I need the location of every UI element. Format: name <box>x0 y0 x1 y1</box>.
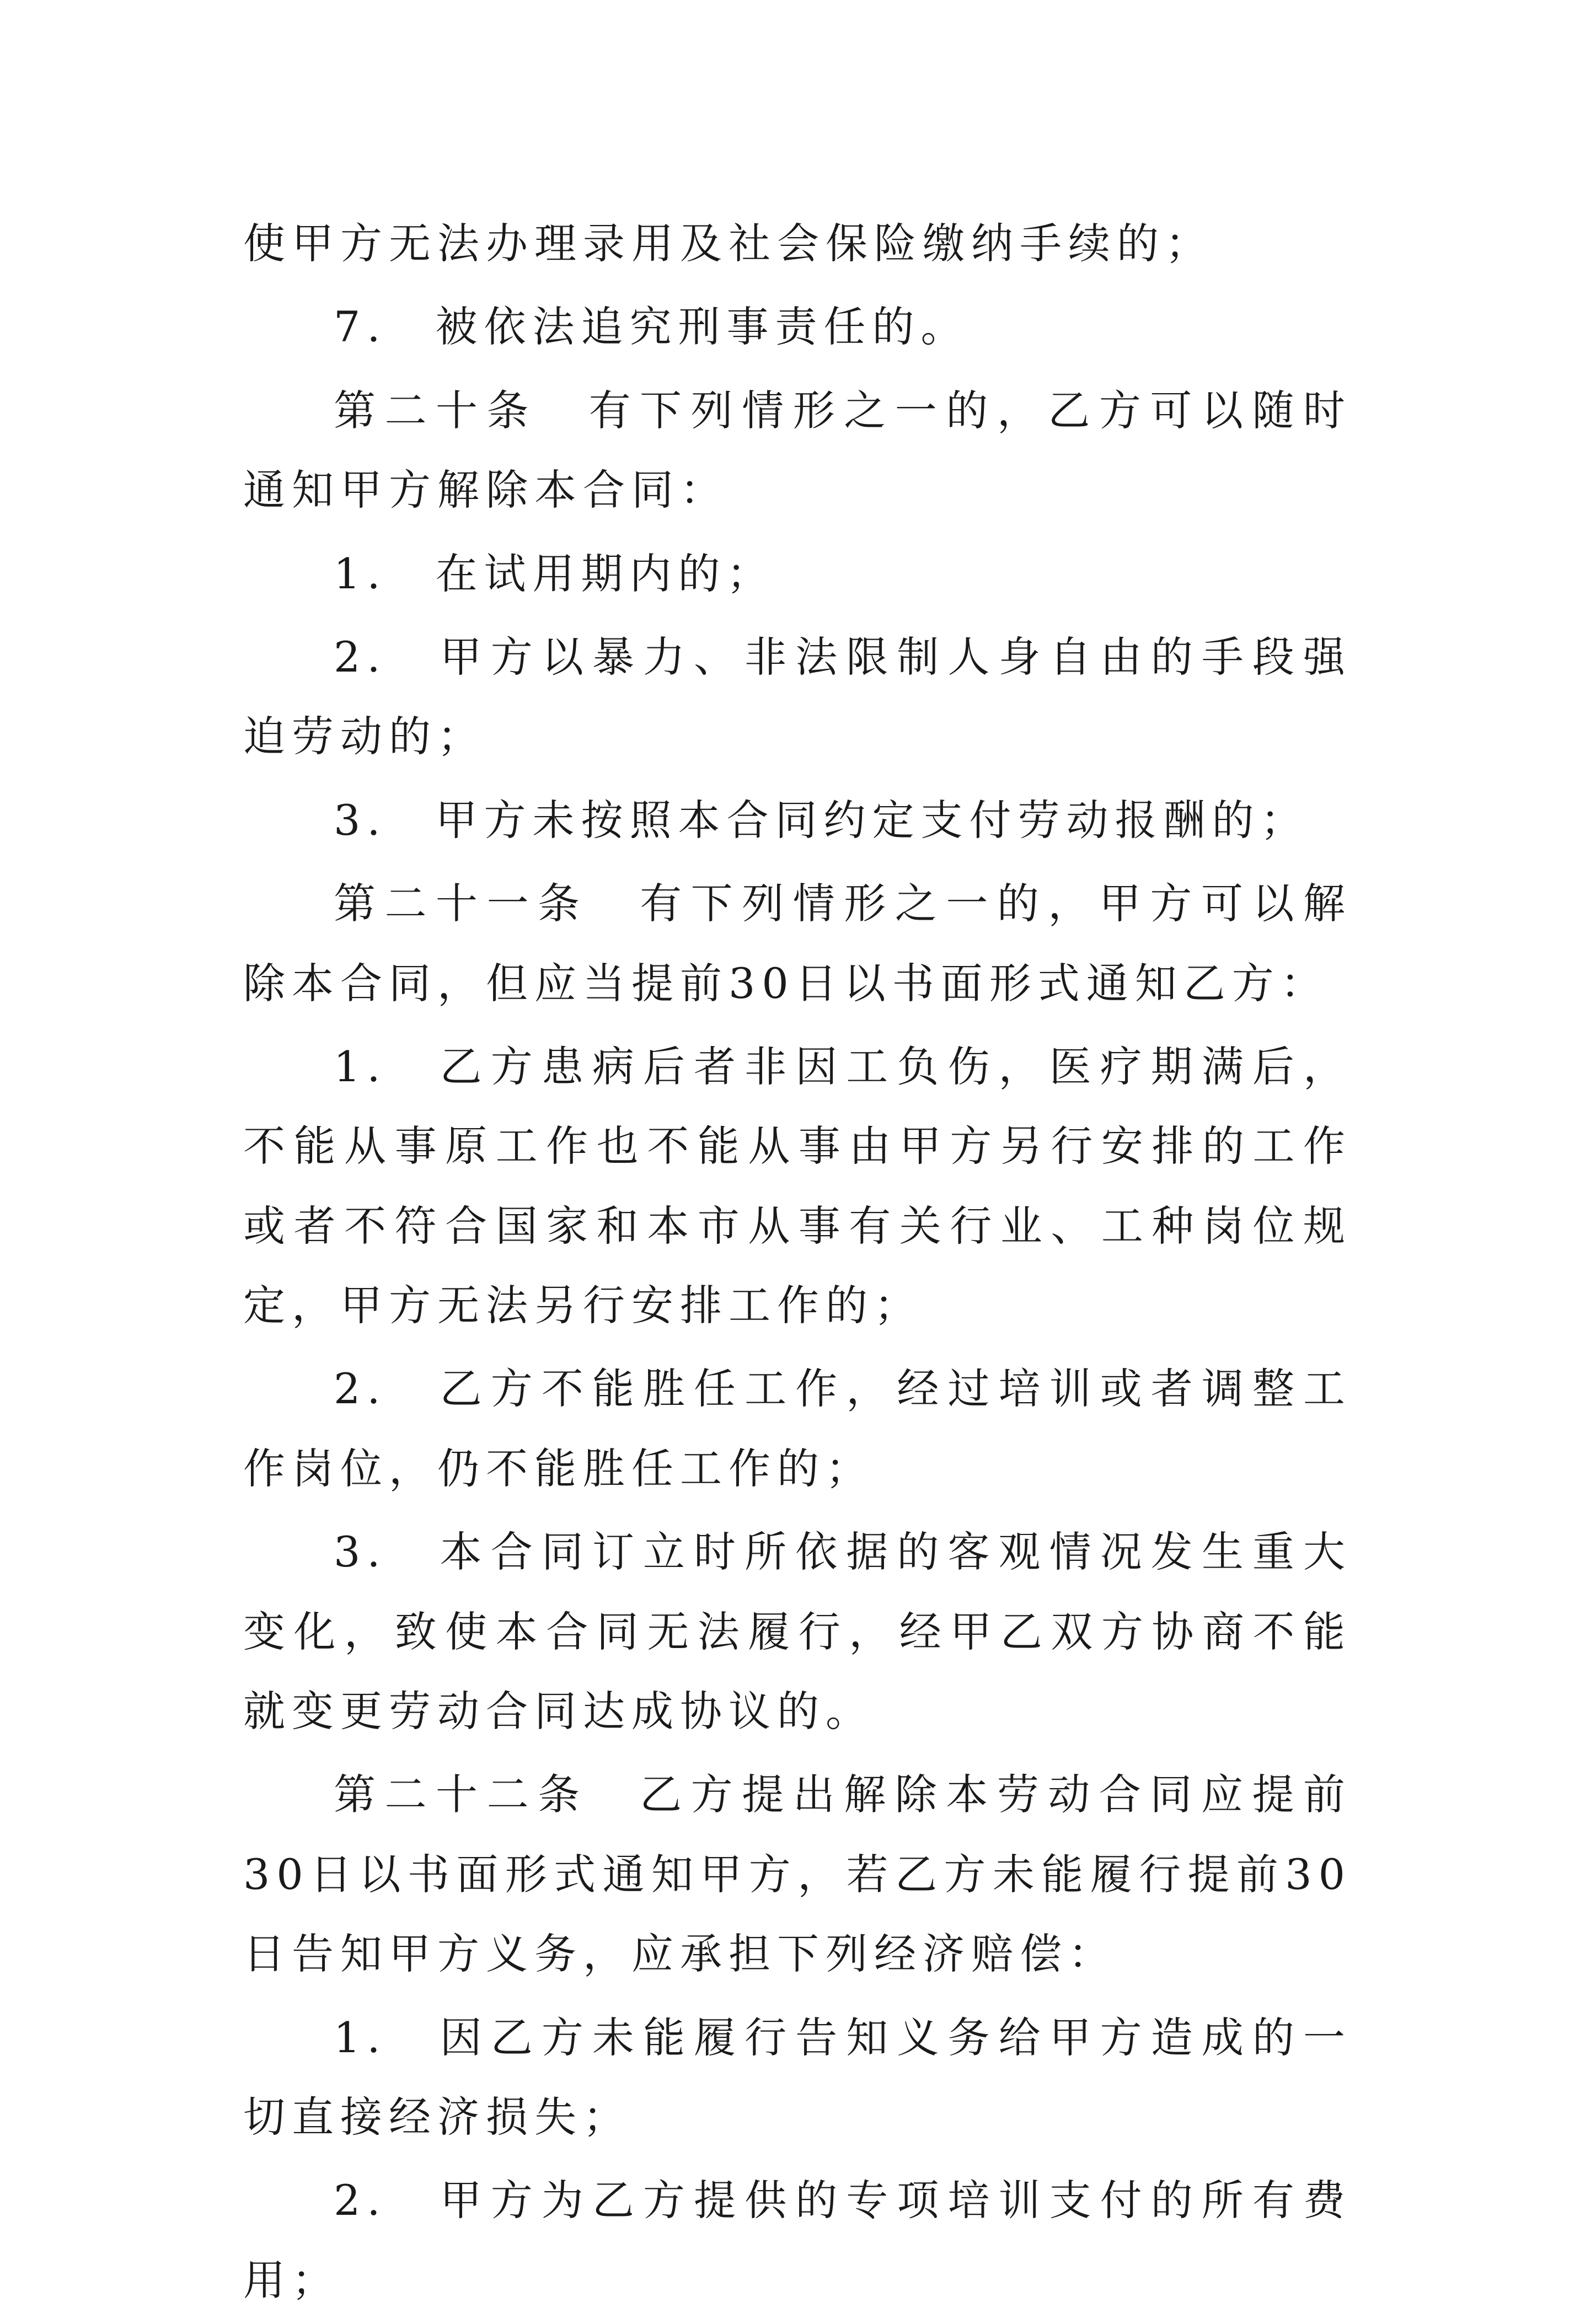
article-21-item-3: 3. 本合同订立时所依据的客观情况发生重大变化，致使本合同无法履行，经甲乙双方协商不能就变更劳动合同达成协议的。 <box>243 1527 1352 1736</box>
article-20-item-3: 3. 甲方未按照本合同约定支付劳动报酬的； <box>334 795 1309 845</box>
article-20-item-2: 2. 甲方以暴力、非法限制人身自由的手段强迫劳动的； <box>243 632 1352 761</box>
article-22-item-1: 1. 因乙方未能履行告知义务给甲方造成的一切直接经济损失； <box>243 2012 1352 2141</box>
article-21-item-1: 1. 乙方患病后者非因工负伤，医疗期满后，不能从事原工作也不能从事由甲方另行安排的工作或者不符合国家和本市从事有关行业、工种岗位规定，甲方无法另行安排工作的； <box>243 1042 1352 1330</box>
article-21: 第二十一条 有下列情形之一的，甲方可以解除本合同，但应当提前30日以书面形式通知乙方： <box>243 879 1352 1008</box>
article-20-item-1: 1. 在试用期内的； <box>334 549 775 598</box>
list-item-7: 7. 被依法追究刑事责任的。 <box>334 302 970 352</box>
article-22-item-2: 2. 甲方为乙方提供的专项培训支付的所有费用； <box>243 2176 1352 2305</box>
article-20: 第二十条 有下列情形之一的，乙方可以随时通知甲方解除本合同： <box>243 385 1352 515</box>
document-body <box>243 204 1352 2324</box>
article-22: 第二十二条 乙方提出解除本劳动合同应提前30日以书面形式通知甲方，若乙方未能履行提前30日告知甲方义务，应承担下列经济赔偿： <box>243 1770 1352 1979</box>
article-21-item-2: 2. 乙方不能胜任工作，经过培训或者调整工作岗位，仍不能胜任工作的； <box>243 1364 1352 1493</box>
paragraph-continuation: 使甲方无法办理录用及社会保险缴纳手续的； <box>243 219 1214 268</box>
